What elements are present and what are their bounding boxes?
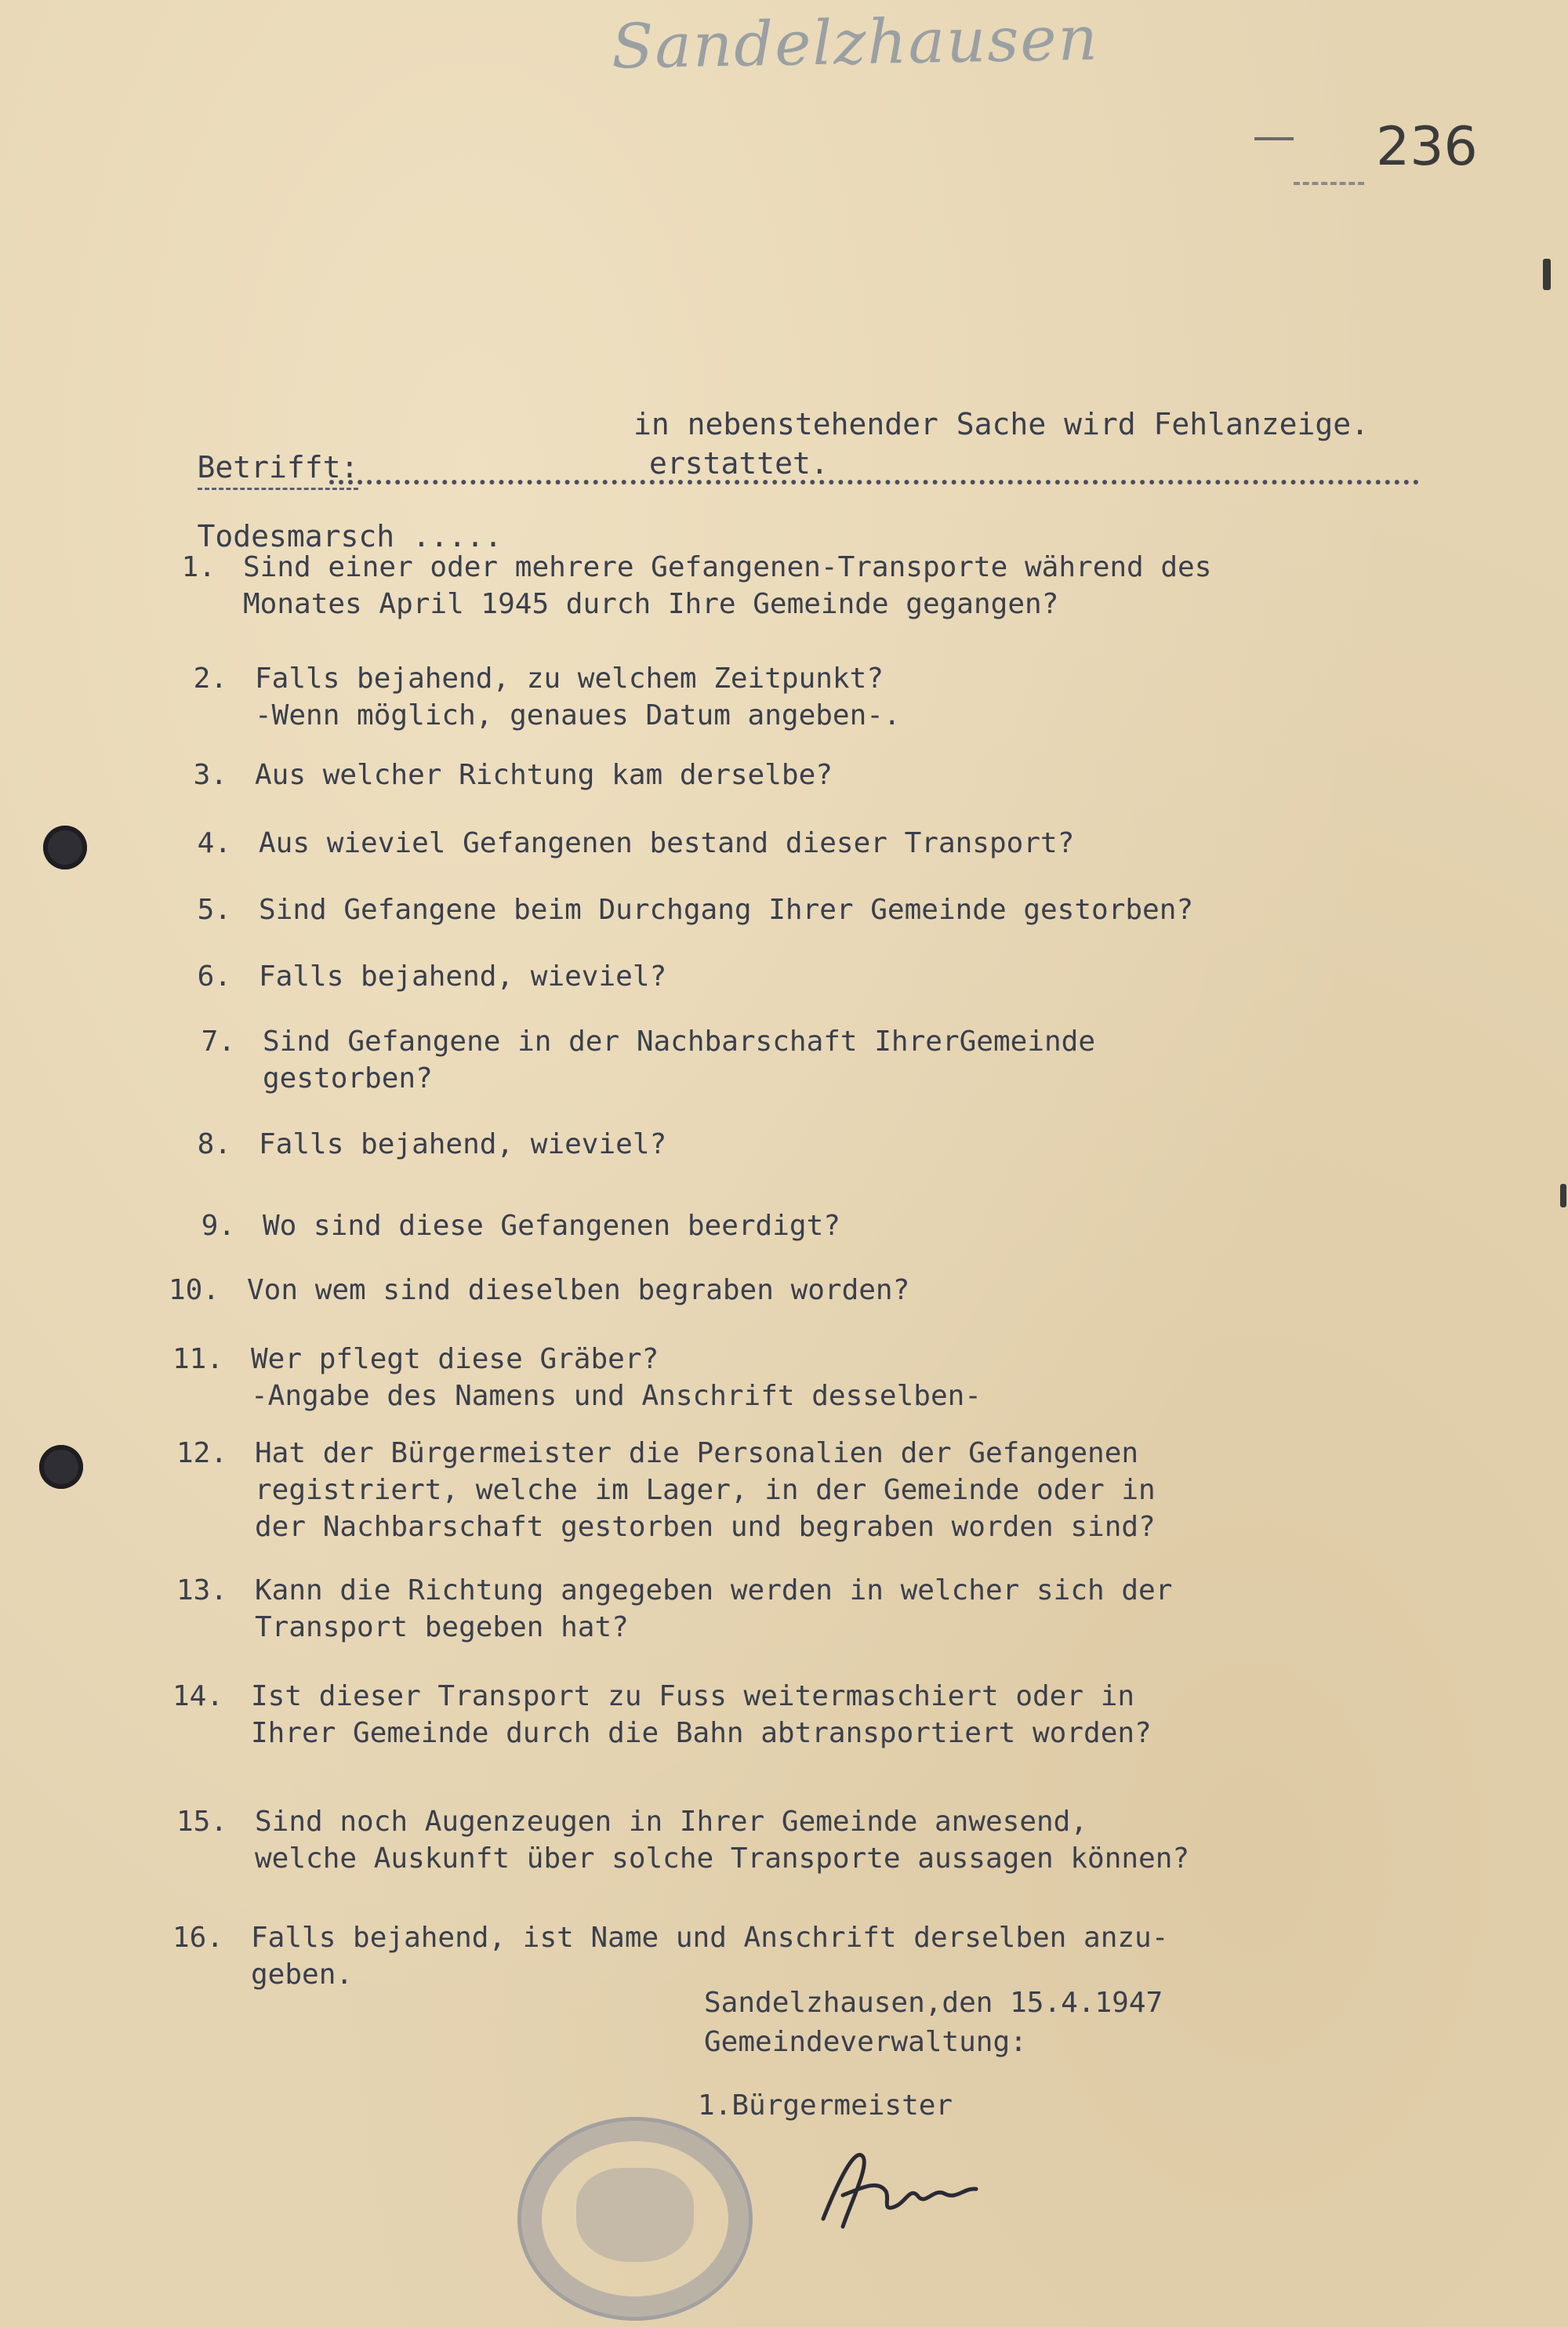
question-number: 11. [172,1343,223,1375]
place-and-date: Sandelzhausen,den 15.4.1947 [704,1987,1163,2019]
question-text-line: Wo sind diese Gefangenen beerdigt? [263,1210,840,1242]
question-number: 16. [172,1922,223,1954]
punch-hole-lower [39,1445,83,1489]
question-number: 15. [176,1806,227,1838]
stamp-emblem [576,2168,694,2262]
question-number: 10. [168,1274,220,1306]
question-number: 5. [197,894,231,926]
municipal-seal-stamp [517,2117,753,2321]
question-text [259,958,666,995]
question-text-line: Aus wieviel Gefangenen bestand dieser Transport? [259,827,1075,859]
question-number: 12. [176,1437,227,1469]
question-text-line: Falls bejahend, ist Name und Anschrift derselben anzu- [251,1922,1169,1954]
question-text [259,1126,666,1163]
question-text [259,825,1074,862]
question-text-line: -Angabe des Namens und Anschrift desselben- [251,1380,982,1412]
question-number: 14. [172,1680,223,1712]
subject-notice-line-1: in nebenstehender Sache wird Fehlanzeige. [633,407,1369,441]
question-text-line: registriert, welche im Lager, in der Gemeinde oder in [255,1474,1156,1506]
question-text-line: Ist dieser Transport zu Fuss weitermaschiert oder in [251,1680,1135,1712]
issuing-authority: Gemeindeverwaltung: [704,2026,1027,2058]
question-text [243,549,1211,623]
question-number: 8. [197,1128,231,1160]
question-text [251,1919,1168,1993]
closing-block [704,1984,1163,2062]
question-number: 2. [193,663,227,695]
handwritten-place-name: Sandelzhausen [611,3,1100,83]
punch-hole-upper [43,826,87,869]
question-text [263,1207,840,1244]
number-underline-dashes [1294,182,1364,185]
question-number: 9. [201,1210,235,1242]
question-text-line: welche Auskunft über solche Transporte aussagen können? [255,1842,1190,1875]
question-text-line: Sind noch Augenzeugen in Ihrer Gemeinde anwesend, [255,1806,1088,1838]
dotted-separator [329,480,1419,485]
question-text [251,1341,982,1414]
question-text [259,891,1193,928]
question-text-line: Ihrer Gemeinde durch die Bahn abtransportiert worden? [251,1717,1152,1749]
question-text-line: Kann die Richtung angegeben werden in welcher sich der [255,1574,1173,1606]
question-text [263,1023,1095,1097]
question-text-line: -Wenn möglich, genaues Datum angeben-. [255,699,901,731]
subject-label: Betrifft: [198,450,359,490]
question-text [255,1435,1156,1545]
question-text-line: Transport begeben hat? [255,1611,629,1643]
edge-mark-middle [1560,1184,1566,1207]
question-text-line: Sind Gefangene in der Nachbarschaft IhrerGemeinde [263,1026,1096,1058]
number-prefix-mark [1254,137,1294,140]
question-text-line: geben. [251,1959,354,1991]
question-text [255,1803,1189,1877]
question-text-line: der Nachbarschaft gestorben und begraben worden sind? [255,1511,1156,1543]
question-text-line: Sind Gefangene beim Durchgang Ihrer Gemeinde gestorben? [259,894,1194,926]
mayor-title: 1.Bürgermeister [698,2089,953,2122]
question-number: 1. [181,551,216,583]
question-number: 4. [197,827,231,859]
question-number: 6. [197,960,231,993]
question-text-line: Wer pflegt diese Gräber? [251,1343,659,1375]
question-text-line: Von wem sind dieselben begraben worden? [247,1274,910,1306]
question-number: 3. [193,759,227,791]
question-text-line: gestorben? [263,1062,433,1095]
question-number: 7. [201,1026,235,1058]
question-text-line: Falls bejahend, zu welchem Zeitpunkt? [255,663,884,695]
question-text-line: Monates April 1945 durch Ihre Gemeinde gegangen? [243,588,1059,620]
question-text-line: Falls bejahend, wieviel? [259,960,667,993]
question-text-line: Falls bejahend, wieviel? [259,1128,667,1160]
question-text-line: Sind einer oder mehrere Gefangenen-Transporte während des [243,551,1212,583]
question-text-line: Aus welcher Richtung kam derselbe? [255,759,833,791]
subject-notice-line-2: erstattet. [649,446,829,481]
question-text [255,1572,1172,1646]
edge-mark-top [1543,259,1551,290]
document-number: 236 [1376,116,1478,178]
mayor-signature [808,2133,996,2242]
subject-notice [633,405,1369,483]
question-text [247,1272,909,1309]
question-text [255,660,901,734]
question-text-line: Hat der Bürgermeister die Personalien der Gefangenen [255,1437,1139,1469]
question-text [255,757,833,793]
question-text [251,1678,1152,1752]
subject-topic: Todesmarsch ..... [197,519,503,554]
question-number: 13. [176,1574,227,1606]
